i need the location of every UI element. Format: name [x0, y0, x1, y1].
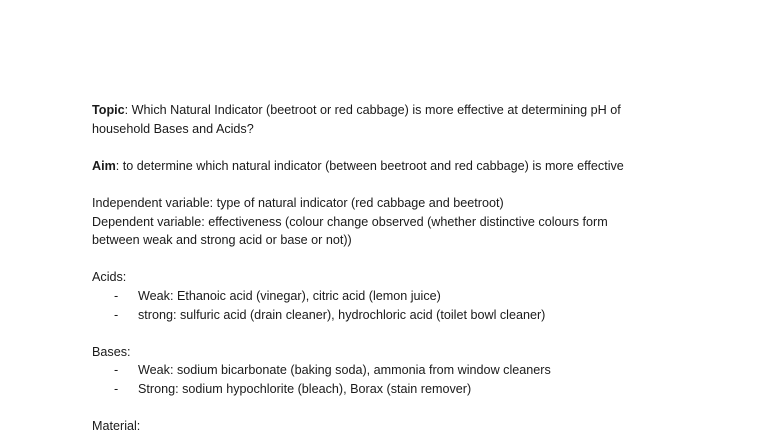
- bases-heading: Bases:: [92, 344, 131, 359]
- acids-item-weak: [92, 287, 712, 306]
- spacer: [92, 399, 712, 418]
- bullet-dash: -: [114, 381, 119, 396]
- acids-item-text: strong: sulfuric acid (drain cleaner), hydrochloric acid (toilet bowl cleaner): [138, 307, 546, 322]
- acids-heading: Acids:: [92, 270, 127, 285]
- dependent-variable-line-1: Dependent variable: effectiveness (colour change observed (whether distinctive colours form: [92, 214, 608, 229]
- bases-item-weak: [92, 361, 712, 380]
- spacer: [92, 250, 712, 269]
- bases-item-text: Weak: sodium bicarbonate (baking soda), ammonia from window cleaners: [138, 363, 551, 378]
- topic-text-1: : Which Natural Indicator (beetroot or red cabbage) is more effective at determining pH of: [124, 103, 621, 117]
- bullet-dash: -: [114, 288, 119, 303]
- topic-line-1: [92, 101, 712, 120]
- bases-item-strong: [92, 380, 712, 399]
- document-page: [92, 101, 712, 436]
- spacer: [92, 138, 712, 157]
- spacer: [92, 324, 712, 343]
- bases-item-text: Strong: sodium hypochlorite (bleach), Borax (stain remover): [138, 381, 472, 396]
- material-heading: Material:: [92, 419, 141, 434]
- aim-text: : to determine which natural indicator (between beetroot and red cabbage) is more effective: [115, 158, 624, 173]
- dependent-variable-line-2: between weak and strong acid or base or not)): [92, 233, 352, 248]
- bullet-dash: -: [114, 307, 119, 322]
- topic-line-2: household Bases and Acids?: [92, 121, 254, 136]
- aim-line: [92, 157, 712, 176]
- acids-item-strong: [92, 306, 712, 325]
- acids-item-text: Weak: Ethanoic acid (vinegar), citric acid (lemon juice): [138, 288, 441, 303]
- independent-variable: Independent variable: type of natural indicator (red cabbage and beetroot): [92, 195, 504, 210]
- spacer: [92, 175, 712, 194]
- aim-label: Aim: [92, 158, 116, 173]
- topic-label: Topic: [92, 103, 125, 117]
- bullet-dash: -: [114, 363, 119, 378]
